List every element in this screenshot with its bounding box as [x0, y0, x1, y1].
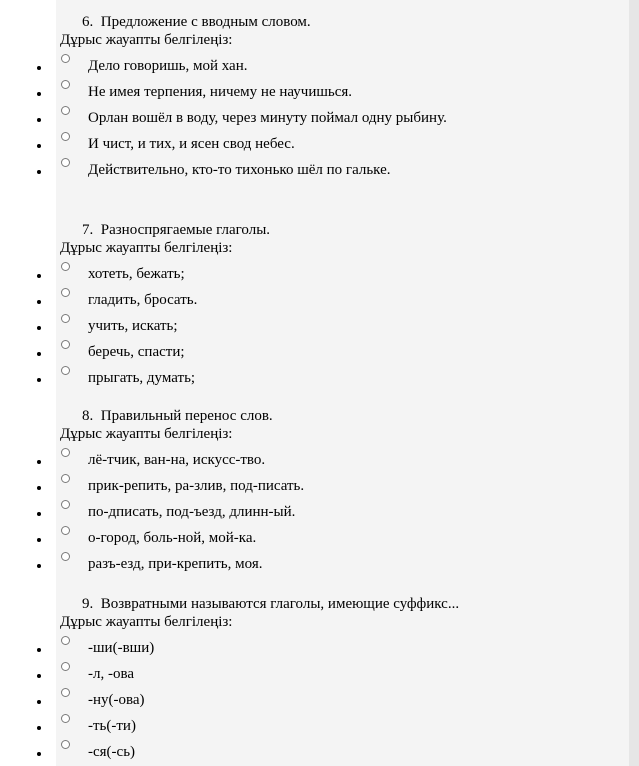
option-text: Дело говоришь, мой хан. [88, 58, 248, 74]
radio-button[interactable] [61, 340, 70, 349]
answer-option[interactable] [0, 714, 600, 740]
radio-button[interactable] [61, 526, 70, 535]
answer-option[interactable] [0, 340, 600, 366]
bullet-icon [37, 512, 41, 516]
option-text: по-дписать, под-ъезд, длинн-ый. [88, 504, 296, 520]
answer-option[interactable] [0, 314, 600, 340]
answer-option[interactable] [0, 448, 600, 474]
radio-button[interactable] [61, 448, 70, 457]
bullet-icon [37, 460, 41, 464]
option-text: -ть(-ти) [88, 718, 136, 734]
radio-button[interactable] [61, 80, 70, 89]
option-text: о-город, боль-ной, мой-ка. [88, 530, 257, 546]
bullet-icon [37, 352, 41, 356]
bullet-icon [37, 648, 41, 652]
option-text: Действительно, кто-то тихонько шёл по гальке. [88, 162, 391, 178]
question-instruction: Дұрыс жауапты белгілеңіз: [60, 426, 233, 442]
option-text: -ну(-ова) [88, 692, 145, 708]
bullet-icon [37, 538, 41, 542]
radio-button[interactable] [61, 636, 70, 645]
question-title: 6. Предложение с вводным словом. [82, 14, 311, 30]
question-title: 8. Правильный перенос слов. [82, 408, 273, 424]
bullet-icon [37, 170, 41, 174]
option-text: И чист, и тих, и ясен свод небес. [88, 136, 295, 152]
question-title: 9. Возвратными называются глаголы, имеющие суффикс... [82, 596, 460, 612]
question-title: 7. Разноспрягаемые глаголы. [82, 222, 271, 238]
answer-option[interactable] [0, 552, 600, 578]
option-text: прик-репить, ра-злив, под-писать. [88, 478, 305, 494]
bullet-icon [37, 486, 41, 490]
radio-button[interactable] [61, 132, 70, 141]
radio-button[interactable] [61, 552, 70, 561]
answer-option[interactable] [0, 54, 600, 80]
answer-option[interactable] [0, 688, 600, 714]
answer-option[interactable] [0, 262, 600, 288]
bullet-icon [37, 726, 41, 730]
option-text: -ся(-сь) [88, 744, 136, 760]
option-text: беречь, спасти; [88, 344, 185, 360]
option-text: лё-тчик, ван-на, искусс-тво. [88, 452, 266, 468]
option-text: гладить, бросать. [88, 292, 198, 308]
bullet-icon [37, 66, 41, 70]
question-instruction: Дұрыс жауапты белгілеңіз: [60, 240, 233, 256]
answer-option[interactable] [0, 158, 600, 184]
bullet-icon [37, 92, 41, 96]
answer-option[interactable] [0, 662, 600, 688]
bullet-icon [37, 674, 41, 678]
question-instruction: Дұрыс жауапты белгілеңіз: [60, 614, 233, 630]
answer-option[interactable] [0, 474, 600, 500]
answer-option[interactable] [0, 80, 600, 106]
radio-button[interactable] [61, 314, 70, 323]
question-instruction: Дұрыс жауапты белгілеңіз: [60, 32, 233, 48]
answer-option[interactable] [0, 500, 600, 526]
bullet-icon [37, 300, 41, 304]
option-text: прыгать, думать; [88, 370, 196, 386]
radio-button[interactable] [61, 688, 70, 697]
answer-option[interactable] [0, 366, 600, 392]
radio-button[interactable] [61, 288, 70, 297]
option-text: -л, -ова [88, 666, 135, 682]
bullet-icon [37, 752, 41, 756]
bullet-icon [37, 564, 41, 568]
answer-option[interactable] [0, 740, 600, 766]
radio-button[interactable] [61, 158, 70, 167]
right-edge [629, 0, 639, 766]
radio-button[interactable] [61, 500, 70, 509]
radio-button[interactable] [61, 662, 70, 671]
option-text: -ши(-вши) [88, 640, 155, 656]
radio-button[interactable] [61, 474, 70, 483]
answer-option[interactable] [0, 526, 600, 552]
option-text: учить, искать; [88, 318, 178, 334]
option-text: разъ-езд, при-крепить, моя. [88, 556, 263, 572]
bullet-icon [37, 326, 41, 330]
bullet-icon [37, 274, 41, 278]
bullet-icon [37, 118, 41, 122]
option-text: хотеть, бежать; [88, 266, 185, 282]
answer-option[interactable] [0, 636, 600, 662]
option-text: Орлан вошёл в воду, через минуту поймал одну рыбину. [88, 110, 447, 126]
answer-option[interactable] [0, 106, 600, 132]
bullet-icon [37, 378, 41, 382]
radio-button[interactable] [61, 740, 70, 749]
bullet-icon [37, 700, 41, 704]
bullet-icon [37, 144, 41, 148]
radio-button[interactable] [61, 106, 70, 115]
radio-button[interactable] [61, 366, 70, 375]
answer-option[interactable] [0, 288, 600, 314]
radio-button[interactable] [61, 54, 70, 63]
answer-option[interactable] [0, 132, 600, 158]
radio-button[interactable] [61, 262, 70, 271]
radio-button[interactable] [61, 714, 70, 723]
option-text: Не имея терпения, ничему не научишься. [88, 84, 353, 100]
